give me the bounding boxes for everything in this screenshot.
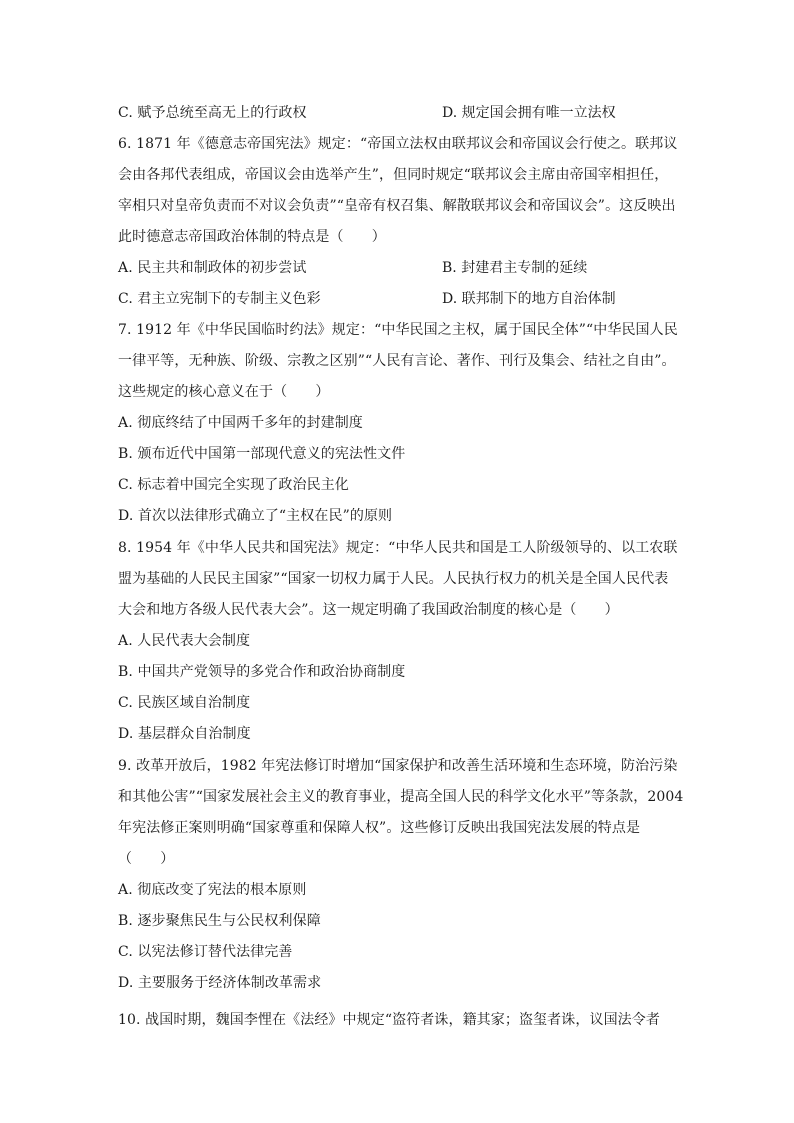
q8-option-c: C. 民族区域自治制度 [118, 695, 251, 711]
q7-stem-line-3: 这些规定的核心意义在于（ ） [118, 384, 330, 400]
q7-stem-line-2: 一律平等，无种族、阶级、宗教之区别”“人民有言论、著作、刊行及集会、结社之自由”。 [118, 353, 676, 369]
q5-option-c: C. 赋予总统至高无上的行政权 [118, 105, 307, 121]
q8-stem-line-2: 盟为基础的人民民主国家”“国家一切权力属于人民。人民执行权力的机关是全国人民代表 [118, 571, 669, 587]
q9-option-c: C. 以宪法修订替代法律完善 [118, 944, 293, 960]
q8-option-b: B. 中国共产党领导的多党合作和政治协商制度 [118, 664, 406, 680]
q7-option-d: D. 首次以法律形式确立了“主权在民”的原则 [118, 508, 393, 524]
q7-option-b: B. 颁布近代中国第一部现代意义的宪法性文件 [118, 446, 406, 462]
q7-option-a: A. 彻底终结了中国两千多年的封建制度 [118, 415, 363, 431]
q8-option-d: D. 基层群众自治制度 [118, 726, 251, 742]
q6-option-b: B. 封建君主专制的延续 [442, 260, 588, 276]
q8-option-a: A. 人民代表大会制度 [118, 633, 251, 649]
q6-stem-line-1: 6. 1871 年《德意志帝国宪法》规定：“帝国立法权由联邦议会和帝国议会行使之。联邦议 [118, 136, 678, 152]
q9-stem-line-1: 9. 改革开放后，1982 年宪法修订时增加“国家保护和改善生活环境和生态环境，防治污染 [118, 758, 678, 774]
q6-stem-line-3: 宰相只对皇帝负责而不对议会负责”“皇帝有权召集、解散联邦议会和帝国议会”。这反映出 [118, 198, 676, 214]
q7-option-c: C. 标志着中国完全实现了政治民主化 [118, 477, 349, 493]
q9-option-b: B. 逐步聚焦民生与公民权利保障 [118, 913, 321, 929]
q6-option-d: D. 联邦制下的地方自治体制 [442, 291, 616, 307]
q10-stem-line-1: 10. 战国时期，魏国李悝在《法经》中规定“盗符者诛，籍其家；盗玺者诛，议国法令者 [118, 1012, 660, 1028]
q9-stem-line-4: （ ） [118, 851, 175, 867]
q9-stem-line-2: 和其他公害”“国家发展社会主义的教育事业，提高全国人民的科学文化水平”等条款，2004 [118, 789, 684, 805]
q6-option-a: A. 民主共和制政体的初步尝试 [118, 260, 307, 276]
q7-stem-line-1: 7. 1912 年《中华民国临时约法》规定：“中华民国之主权，属于国民全体”“中华民国人民 [118, 322, 678, 338]
q6-stem-line-4: 此时德意志帝国政治体制的特点是（ ） [118, 229, 386, 245]
q9-option-a: A. 彻底改变了宪法的根本原则 [118, 882, 307, 898]
q9-option-d: D. 主要服务于经济体制改革需求 [118, 975, 322, 991]
q6-option-c: C. 君主立宪制下的专制主义色彩 [118, 291, 321, 307]
q8-stem-line-3: 大会和地方各级人民代表大会”。这一规定明确了我国政治制度的核心是（ ） [118, 602, 619, 618]
q5-option-d: D. 规定国会拥有唯一立法权 [442, 105, 616, 121]
q6-stem-line-2: 会由各邦代表组成，帝国议会由选举产生”，但同时规定“联邦议会主席由帝国宰相担任， [118, 167, 669, 183]
q8-stem-line-1: 8. 1954 年《中华人民共和国宪法》规定：“中华人民共和国是工人阶级领导的、以工农联 [118, 540, 678, 556]
q9-stem-line-3: 年宪法修正案则明确“国家尊重和保障人权”。这些修订反映出我国宪法发展的特点是 [118, 820, 641, 836]
